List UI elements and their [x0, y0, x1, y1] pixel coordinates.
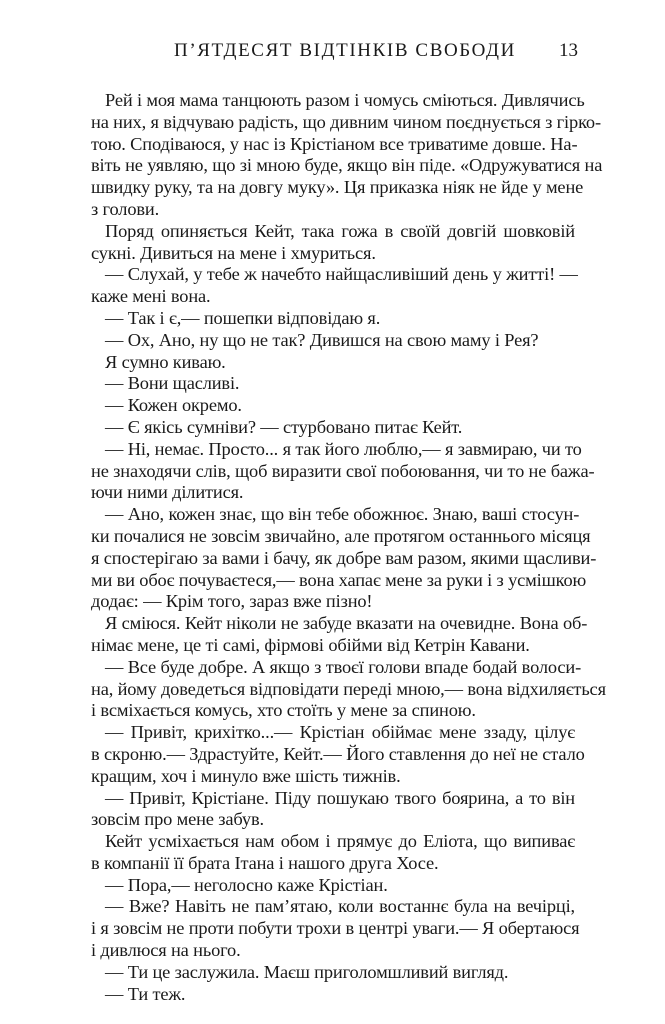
text-line: і я зовсім не проти побути трохи в центрі уваги.— Я обертаюся — [91, 918, 580, 939]
text-line: — Слухай, у тебе ж начебто найщасливіший день у житті! — — [105, 264, 578, 285]
text-line: Рей і моя мама танцюють разом і чомусь сміються. Дивлячись — [105, 90, 585, 110]
text-line: — Є якісь сумніви? — стурбовано питає Кейт. — [105, 416, 463, 437]
text-line: Кейт усміхається нам обом і прямує до Еліота, що випиває — [105, 831, 575, 852]
text-line: — Кожен окремо. — [105, 395, 242, 416]
text-line: ми ви обоє почуваєтеся,— вона хапає мене за руки і з усмішкою — [91, 569, 587, 590]
text-line: і всміхається комусь, хто стоїть у мене за спиною. — [91, 700, 476, 721]
text-line: і дивлюся на нього. — [91, 940, 241, 961]
text-line: — Все буде добре. А якщо з твоєї голови впаде бодай волоси- — [105, 656, 582, 677]
text-line: ки почалися не зовсім звичайно, але протягом останнього місяця — [91, 525, 591, 546]
text-line: каже мені вона. — [91, 286, 211, 307]
text-line: в скроню.— Здрастуйте, Кейт.— Його ставлення до неї не стало — [91, 743, 585, 764]
text-line: Поряд опиняється Кейт, така гожа в своїй довгій шовковій — [105, 220, 575, 241]
running-title: П’ЯТДЕСЯТ ВІДТІНКІВ СВОБОДИ — [174, 40, 516, 61]
text-line: віть не уявляю, що зі мною буде, якщо він піде. «Одружуватися на — [91, 155, 603, 176]
text-line: додає: — Крім того, зараз вже пізно! — [91, 591, 373, 612]
text-line: з голови. — [91, 198, 160, 219]
text-line: ючи ними ділитися. — [91, 482, 244, 503]
text-line: кращим, хоч і минуло вже шість тижнів. — [91, 765, 401, 786]
text-line: на, йому доведеться відповідати переді мною,— вона відхиляється — [91, 678, 606, 699]
text-line: — Ти це заслужила. Маєш приголомшливий вигляд. — [105, 961, 509, 982]
text-line: Я сумно киваю. — [105, 351, 226, 372]
text-line: — Так і є,— пошепки відповідаю я. — [105, 307, 381, 328]
text-line: — Ох, Ано, ну що не так? Дивишся на свою маму і Рея? — [105, 329, 539, 350]
text-line: німає мене, це ті самі, фірмові обійми від Кетрін Кавани. — [91, 634, 530, 655]
text-line: я спостерігаю за вами і бачу, як добре вам разом, якими щасливи- — [91, 547, 597, 568]
text-line: Я сміюся. Кейт ніколи не забуде вказати на очевидне. Вона об- — [105, 613, 588, 634]
text-line: сукні. Дивиться на мене і хмуриться. — [91, 242, 376, 263]
body-text — [91, 90, 606, 1005]
text-line: не знаходячи слів, щоб виразити свої побоювання, чи то не бажа- — [91, 460, 595, 481]
text-line: — Пора,— неголосно каже Крістіан. — [105, 874, 388, 895]
text-line: — Вже? Навіть не пам’ятаю, коли востаннє була на вечірці, — [105, 896, 575, 917]
text-line: зовсім про мене забув. — [91, 809, 264, 830]
text-line: — Привіт, крихітко...— Крістіан обіймає мене ззаду, цілує — [105, 722, 575, 743]
page-number: 13 — [559, 40, 578, 61]
text-line: — Ти теж. — [105, 983, 186, 1004]
text-line: — Ні, немає. Просто... я так його люблю,— я завмираю, чи то — [105, 438, 582, 459]
text-line: — Вони щасливі. — [105, 373, 240, 394]
text-line: швидку руку, та на довгу муку». Ця приказка ніяк не йде у мене — [91, 177, 584, 198]
text-line: — Привіт, Крістіане. Піду пошукаю твого боярина, а то він — [105, 787, 575, 808]
text-line: — Ано, кожен знає, що він тебе обожнює. Знаю, ваші стосун- — [105, 504, 580, 525]
running-header — [90, 40, 578, 68]
text-line: в компанії її брата Ітана і нашого друга Хосе. — [91, 852, 439, 873]
text-line: на них, я відчуваю радість, що дивним чином поєднується з гірко- — [91, 111, 601, 132]
text-line: тою. Сподіваюся, у нас із Крістіаном все триватиме довше. На- — [91, 133, 578, 154]
